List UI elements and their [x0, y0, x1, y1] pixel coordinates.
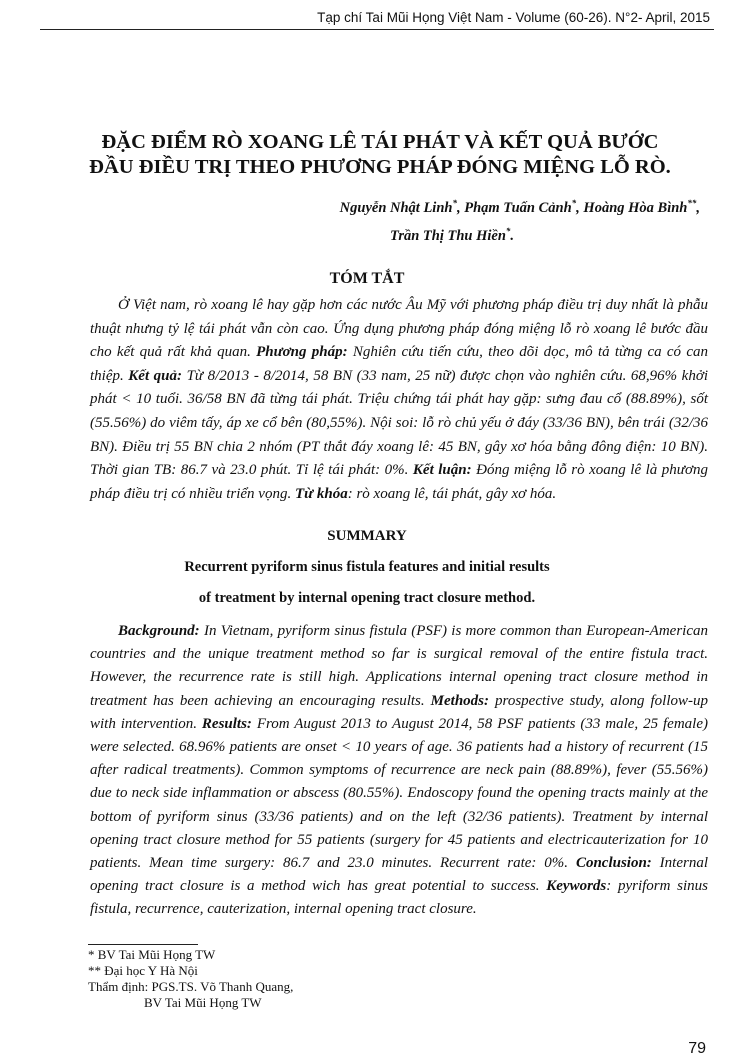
- header-rule: [40, 29, 714, 30]
- summary-body: [90, 620, 708, 922]
- body-text: prospective study, along follow-up with intervention.: [90, 692, 708, 732]
- author-affiliation-mark: *: [452, 198, 457, 208]
- body-text: Đóng miệng lỗ rò xoang lê là phương pháp điều trị có nhiều triển vọng.: [90, 462, 708, 502]
- author-affiliation-mark: **: [687, 198, 697, 208]
- title-line-1: ĐẶC ĐIỂM RÒ XOANG LÊ TÁI PHÁT VÀ KẾT QUẢ BƯỚC: [101, 131, 659, 153]
- abstract-vi-body: [90, 294, 708, 506]
- author-list: [200, 192, 700, 248]
- summary-title-line-2: of treatment by internal opening tract closure method.: [198, 590, 536, 606]
- body-text: Nghiên cứu tiến cứu, theo dõi dọc, mô tả từng ca có can thiệp.: [90, 344, 708, 384]
- author-affiliation-mark: *: [571, 198, 577, 208]
- section-label: Từ khóa: [294, 485, 348, 502]
- author-separator: ,: [696, 199, 700, 216]
- body-text: In Vietnam, pyriform sinus fistula (PSF) is more common than European-American countries and the unique treatment method so far is surgical removal of the entire fistula tract. However, the recurrence rate is still high. Applications internal opening tract closure method in treatment has been achieving an encouraging results.: [90, 623, 708, 709]
- summary-heading: SUMMARY: [327, 528, 407, 544]
- author-name: Nguyễn Nhật Linh: [339, 199, 453, 216]
- author-name: Trần Thị Thu Hiền: [390, 227, 506, 244]
- body-text: : rò xoang lê, tái phát, gây xơ hóa.: [347, 485, 557, 502]
- summary-title-line-1: Recurrent pyriform sinus fistula features and initial results: [184, 559, 550, 575]
- body-text: From August 2013 to August 2014, 58 PSF patients (33 male, 25 female) were selected. 68.96% patients are onset < 10 years of age. 36 patients had a history of recurrent (15 after radical treatments). Common symptoms of recurrence are neck pain (88.89%), fever (55.56%) due to neck side inflammation or abscess (80.55%). Endoscopy found the opening tracts mainly at the bottom of pyriform sinus (33/36 patients) and on the left (32/36 patients). Treatment by internal opening tract closure method for 55 patients (surgery for 45 patients and electricauterization for 10 patients. Mean time surgery: 86.7 and 23.0 minutes. Recurrent rate: 0%.: [90, 715, 708, 872]
- footnote-rule: [88, 944, 198, 945]
- article-title: [60, 130, 700, 180]
- author-separator: ,: [576, 199, 584, 216]
- body-text: : pyriform sinus fistula, recurrence, cauterization, internal opening tract closure.: [90, 878, 708, 918]
- author-name: Phạm Tuấn Cảnh: [464, 199, 572, 216]
- body-text: Internal opening tract closure is a method wich has great potential to success.: [90, 855, 709, 895]
- author-separator: ,: [456, 199, 465, 216]
- section-label: Kết luận:: [412, 462, 472, 479]
- body-text: Ở Việt nam, rò xoang lê hay gặp hơn các nước Âu Mỹ với phương pháp điều trị duy nhất là phẫu thuật nhưng tỷ lệ tái phát vẫn còn cao. Ứng dụng phương pháp đóng miệng lỗ rò xoang lê bước đầu cho kết quả rất khả quan.: [90, 297, 708, 361]
- body-text: Từ 8/2013 - 8/2014, 58 BN (33 nam, 25 nữ) được chọn vào nghiên cứu. 68,96% khởi phát < 10 tuổi. 36/58 BN đã từng tái phát. Triệu chứng tái phát hay gặp: sưng đau cổ (88.89%), sốt (55.56%) do viêm tấy, áp xe cổ bên (80,55%). Nội soi: lỗ rò chủ yếu ở đáy (33/36 BN), bên trái (32/36 BN). Điều trị 55 BN chia 2 nhóm (PT thắt đáy xoang lê: 45 BN, gây xơ hóa bằng đông điện: 10 BN). Thời gian TB: 86.7 và 23.0 phút. Tỉ lệ tái phát: 0%.: [90, 367, 708, 479]
- footnote-affiliation-1: * BV Tai Mũi Họng TW: [88, 947, 216, 962]
- title-line-2: ĐẦU ĐIỀU TRỊ THEO PHƯƠNG PHÁP ĐÓNG MIỆNG LỖ RÒ.: [89, 156, 671, 178]
- section-label: Background:: [118, 623, 200, 639]
- section-label: Methods:: [430, 692, 490, 709]
- page-number: 79: [688, 1040, 706, 1057]
- author-separator: .: [510, 227, 515, 244]
- abstract-heading: TÓM TẮT: [329, 270, 405, 287]
- author-affiliation-mark: *: [505, 225, 511, 236]
- section-label: Keywords: [546, 878, 607, 895]
- section-label: Phương pháp:: [256, 344, 348, 361]
- section-label: Conclusion:: [575, 855, 652, 872]
- section-label: Kết quả:: [128, 367, 183, 384]
- footnotes: [88, 947, 293, 1011]
- footnote-reviewer-affiliation: BV Tai Mũi Họng TW: [144, 995, 262, 1010]
- running-head: Tạp chí Tai Mũi Họng Việt Nam - Volume (60-26). N°2- April, 2015: [317, 10, 710, 25]
- footnote-reviewer: Thẩm định: PGS.TS. Võ Thanh Quang,: [88, 979, 294, 994]
- author-name: Hoàng Hòa Bình: [583, 199, 688, 216]
- footnote-affiliation-2: ** Đại học Y Hà Nội: [88, 963, 198, 978]
- section-label: Results:: [201, 715, 252, 732]
